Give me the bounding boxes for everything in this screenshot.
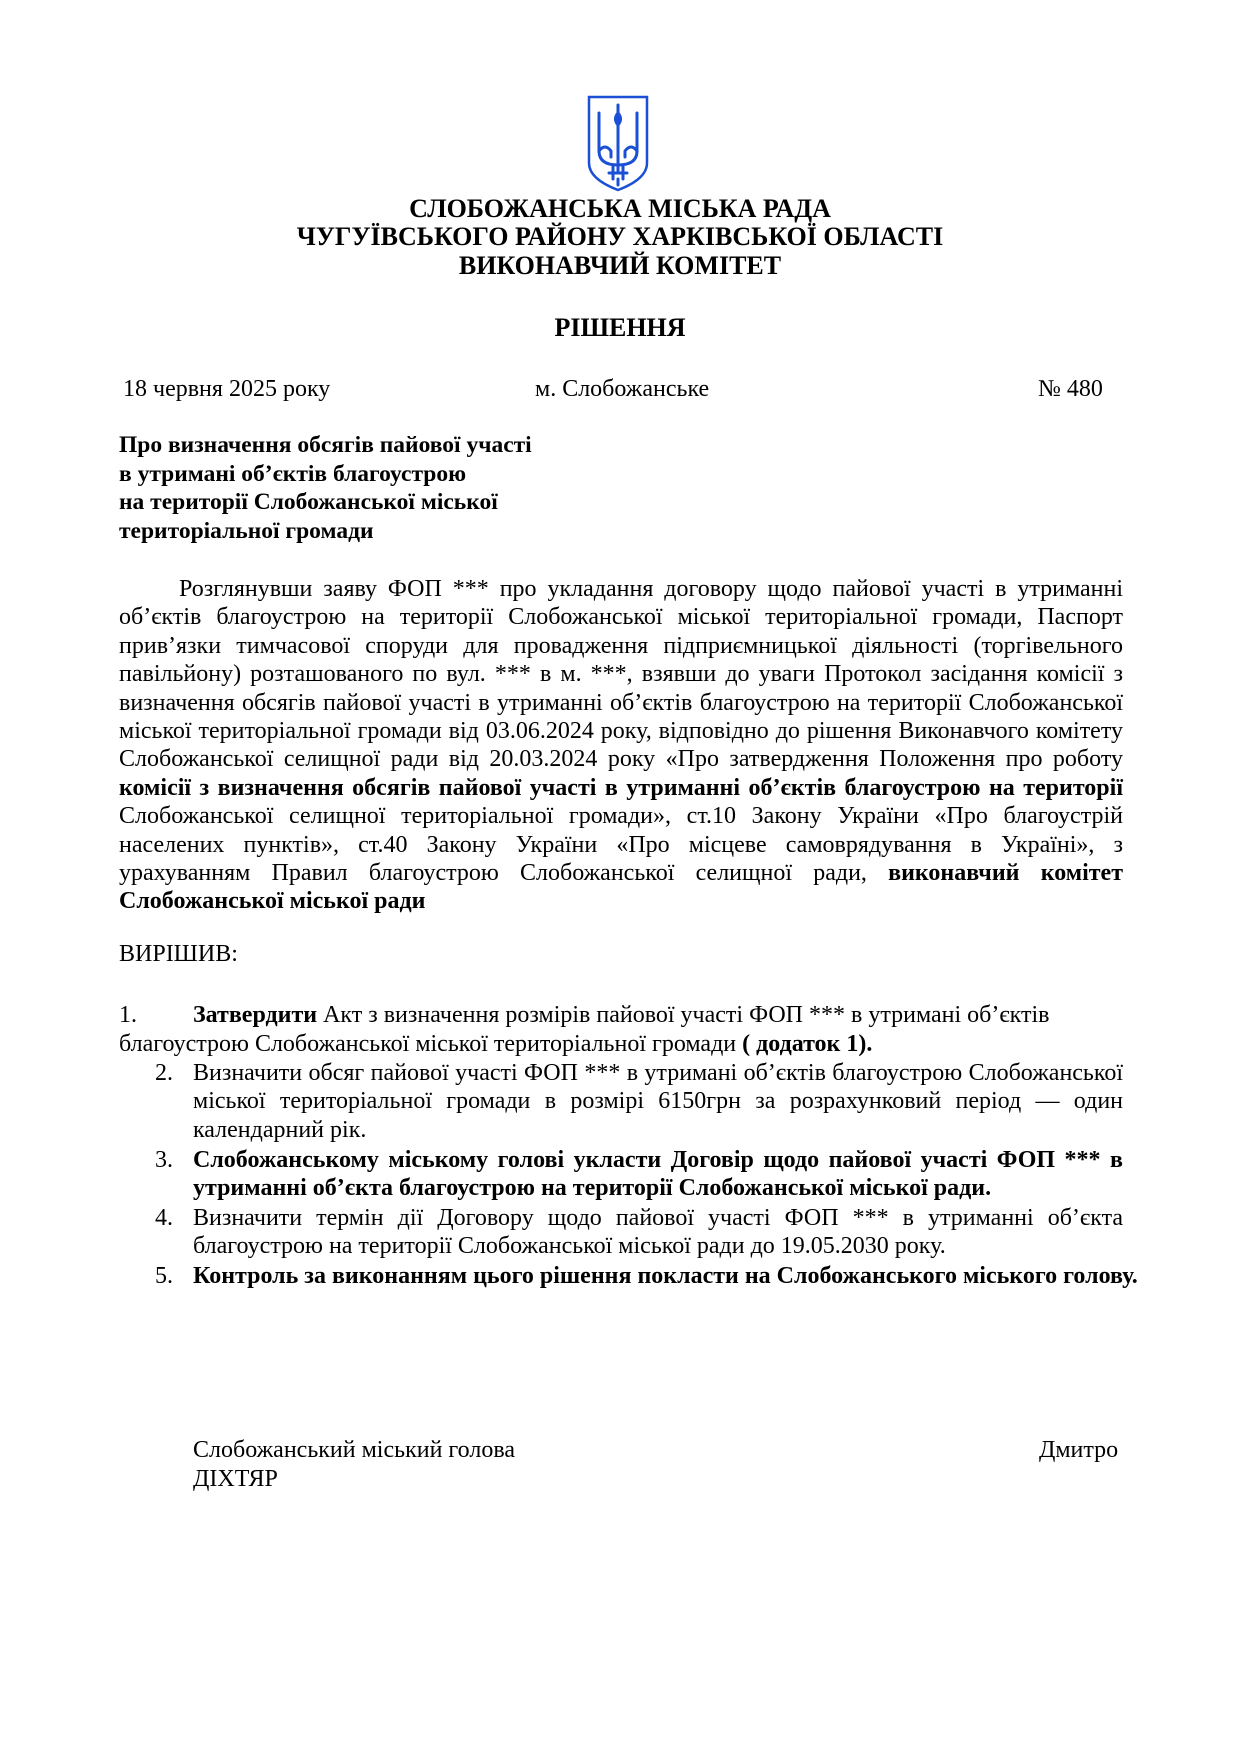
council-name-line2: ЧУГУЇВСЬКОГО РАЙОНУ ХАРКІВСЬКОЇ ОБЛАСТІ: [296, 222, 944, 251]
preamble-paragraph: [119, 575, 1123, 916]
preamble-text-laws: Слобожанської селищної територіальної громади», ст.10 Закону України «Про благоустрій населених пунктів», ст.40 Закону України «Про місцеве самоврядування в Україні», з урахуванням Правил благоустрою Слобожанської селищної ради,: [119, 803, 1123, 887]
subject-line: територіальної громади: [119, 517, 374, 544]
decision-item-4: Визначити термін дії Договору щодо пайової участі ФОП *** в утриманні об’єкта благоустрою на території Слобожанської міської ради до 19.05.2030 року.: [193, 1205, 1123, 1260]
item-number: 5.: [155, 1263, 173, 1289]
decision-item-3: Слобожанському міському голові укласти Договір щодо пайової участі ФОП *** в утриманні об’єкта благоустрою на території Слобожанської міської ради.: [193, 1147, 1123, 1202]
subject-line: на території Слобожанської міської: [119, 489, 498, 515]
signatory-position: Слобожанський міський голова: [193, 1437, 515, 1463]
item-number: 3.: [155, 1147, 173, 1173]
decision-item-5: Контроль за виконанням цього рішення покласти на Слобожанського міського голову.: [193, 1263, 1138, 1289]
signatory-first-name: Дмитро: [1039, 1437, 1119, 1463]
decision-number: № 480: [1038, 376, 1103, 402]
signatory-last-name: ДІХТЯР: [193, 1466, 278, 1492]
item-number: 2.: [155, 1060, 173, 1086]
decision-item-1-continued: [119, 1030, 1123, 1058]
item-number: 1.: [119, 1002, 137, 1028]
preamble-bold-committee: виконавчий комітет Слобожанської міської ради: [119, 860, 1123, 915]
decision-subject: [119, 431, 679, 545]
item-bold-tail: ( додаток 1).: [742, 1031, 873, 1057]
preamble-text: Розглянувши заяву ФОП *** про укладання договору щодо пайової участі в утриманні об’єктів благоустрою на території Слобожанської міської територіальної громади, Паспорт прив’язки тимчасової споруди для провадження підприємницької діяльності (торгівельного павільйону) розташованого по вул. *** в м. ***, взявши до уваги Протокол засідання комісії з визначення обсягів пайової участі в утриманні об’єктів благоустрою на території Слобожанської міської територіальної громади від 03.06.2024 року, відповідно до рішення Виконавчого комітету Слобожанської селищної ради від 20.03.2024 року «Про затвердження Положення про роботу: [119, 576, 1123, 773]
decision-item-2: Визначити обсяг пайової участі ФОП *** в утримані об’єктів благоустрою Слобожанської міської територіальної громади в розмірі 6150грн за розрахунковий період — один календарний рік.: [193, 1060, 1123, 1143]
item-text: благоустрою Слобожанської міської територіальної громади: [119, 1031, 743, 1057]
subject-line: Про визначення обсягів пайової участі: [119, 432, 532, 458]
council-name-line1: СЛОБОЖАНСЬКА МІСЬКА РАДА: [409, 194, 831, 223]
decision-date: 18 червня 2025 року: [123, 376, 331, 402]
subject-line: в утримані об’єктів благоустрою: [119, 460, 467, 487]
decision-item-1: [193, 1001, 1123, 1029]
item-bold-lead: Затвердити: [193, 1002, 318, 1028]
decision-place: м. Слобожанське: [535, 376, 710, 402]
preamble-bold-commission: комісії з визначення обсягів пайової участі в утриманні об’єктів благоустрою на території: [119, 774, 1123, 801]
decided-label: ВИРІШИВ:: [119, 941, 238, 967]
item-number: 4.: [155, 1205, 173, 1231]
item-text: Акт з визначення розмірів пайової участі ФОП *** в утримані об’єктів: [317, 1002, 1050, 1028]
committee-name: ВИКОНАВЧИЙ КОМІТЕТ: [458, 251, 782, 280]
document-title: РІШЕННЯ: [554, 313, 686, 342]
trident-emblem-icon: [585, 93, 651, 193]
